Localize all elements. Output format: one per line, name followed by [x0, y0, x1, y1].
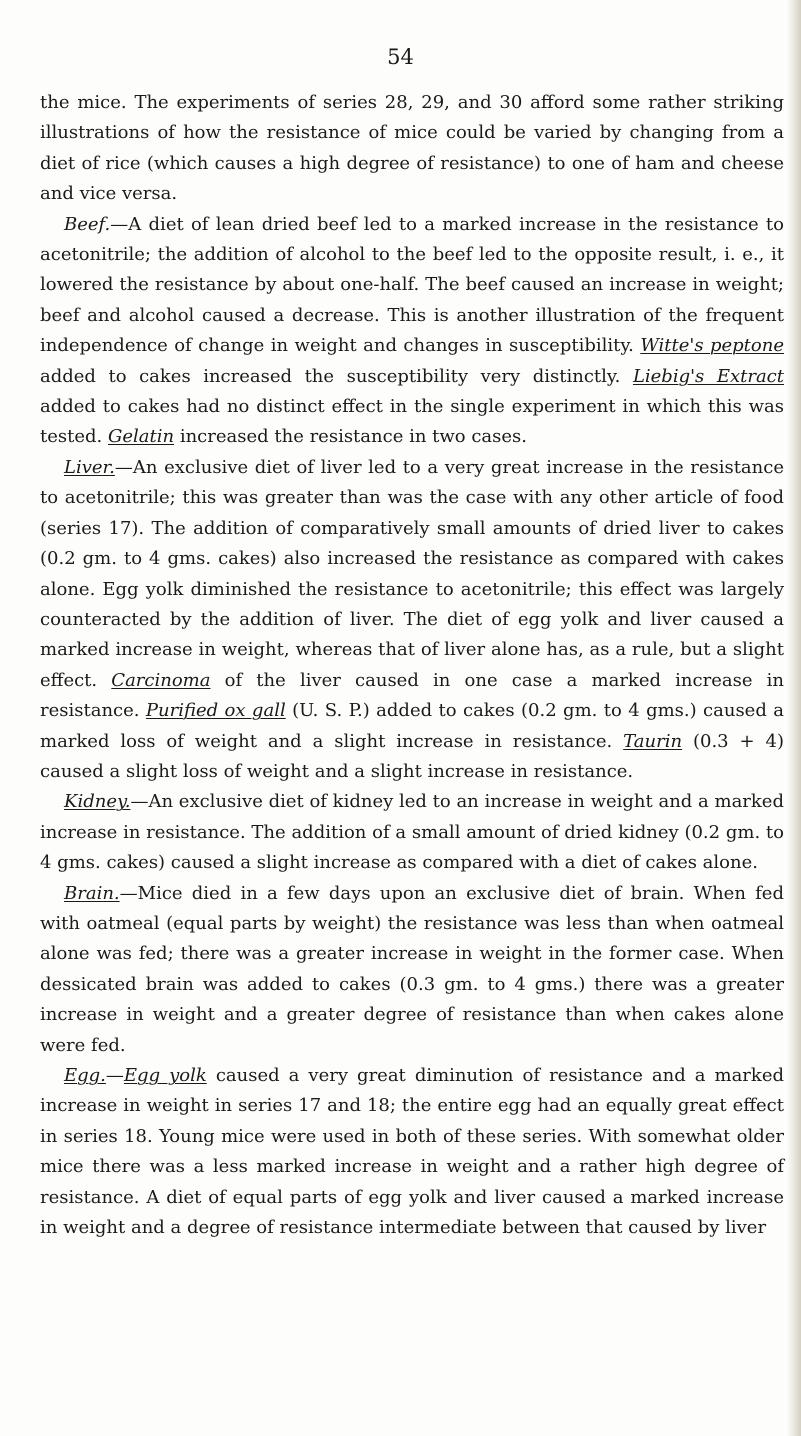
section-heading-brain: Brain.: [64, 882, 120, 904]
term-carcinoma: Carcinoma: [111, 669, 211, 691]
paragraph-beef: [40, 210, 784, 453]
term-purified-ox-gall: Purified ox gall: [145, 700, 286, 722]
paragraph-text: —A diet of lean dried beef led to a marked increase in the resistance to acetonitrile; the addition of alcohol to the beef led to the opposite result, i. e., it lowered the resistance by about one-half. The beef caused an increase in weight; beef and alcohol caused a decrease. This is another illustration of the frequent independence of change in weight and changes in susceptibility.: [40, 213, 784, 357]
paragraph-egg: [40, 1061, 784, 1243]
term-gelatin: Gelatin: [107, 426, 175, 448]
paragraph-brain: [40, 879, 784, 1061]
paragraph-text: caused a very great diminution of resistance and a marked increase in weight in series 17 and 18; the entire egg had an equally great effect in series 18. Young mice were used in both of these series. With somewhat older mice there was a less marked increase in weight and a rather high degree of resistance. A diet of equal parts of egg yolk and liver caused a marked increase in weight and a degree of resistance intermediate between that caused by liver: [40, 1065, 784, 1239]
section-heading-beef: Beef.: [64, 213, 111, 235]
section-heading-liver: Liver.: [64, 456, 115, 478]
body-text: [40, 88, 784, 1243]
page-number: 54: [387, 45, 414, 69]
paragraph-text: —Mice died in a few days upon an exclusive diet of brain. When fed with oatmeal (equal parts by weight) the resistance was less than when oatmeal alone was fed; there was a greater increase in weight in the former case. When dessicated brain was added to cakes (0.3 gm. to 4 gms.) there was a greater increase in weight and a greater degree of resistance than when cakes alone were fed.: [40, 882, 784, 1056]
paragraph-liver: [40, 453, 784, 787]
paragraph-text: of the liver caused in one case a marked increase in resistance.: [40, 669, 784, 722]
paragraph-text: —An exclusive diet of kidney led to an increase in weight and a marked increase in resistance. The addition of a small amount of dried kidney (0.2 gm. to 4 gms. cakes) caused a slight increase as compared with a diet of cakes alone.: [40, 791, 784, 874]
paragraph-text: the mice. The experiments of series 28, 29, and 30 afford some rather striking illustrations of how the resistance of mice could be varied by changing from a diet of rice (which causes a high degree of resistance) to one of ham and cheese and vice versa.: [40, 92, 784, 205]
section-heading-egg: Egg.: [64, 1065, 106, 1086]
paragraph-text: increased the resistance in two cases.: [174, 426, 528, 448]
section-heading-kidney: Kidney.: [64, 791, 131, 813]
page-edge-shadow: [787, 0, 801, 1436]
term-egg-yolk: Egg yolk: [123, 1065, 207, 1086]
paragraph-text: (0.3 + 4) caused a slight loss of weight and a slight increase in resistance.: [40, 730, 784, 782]
term-taurin: Taurin: [623, 730, 683, 752]
paragraph-text: added to cakes had no distinct effect in the single experiment in which this was tested.: [40, 396, 784, 448]
term-liebigs-extract: Liebig's Extract: [632, 365, 784, 387]
paragraph-kidney: [40, 787, 784, 878]
paragraph-text: (U. S. P.) added to cakes (0.2 gm. to 4 gms.) caused a marked loss of weight and a slight increase in resistance.: [40, 700, 784, 752]
paragraph-continuation: [40, 88, 784, 210]
paragraph-text: added to cakes increased the susceptibility very distinctly.: [40, 365, 633, 387]
paragraph-text: —: [105, 1065, 124, 1086]
paragraph-text: —An exclusive diet of liver led to a very great increase in the resistance to acetonitrile; this was greater than was the case with any other article of food (series 17). The addition of comparatively small amounts of dried liver to cakes (0.2 gm. to 4 gms. cakes) also increased the resistance as compared with cakes alone. Egg yolk diminished the resistance to acetonitrile; this effect was largely counteracted by the addition of liver. The diet of egg yolk and liver caused a marked increase in weight, whereas that of liver alone has, as a rule, but a slight effect.: [40, 456, 784, 691]
term-wittes-peptone: Witte's peptone: [640, 335, 785, 357]
